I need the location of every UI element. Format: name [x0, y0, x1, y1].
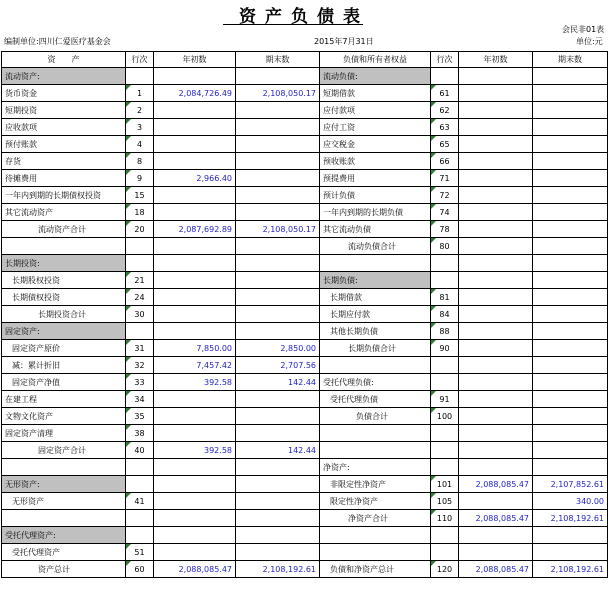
ending-balance	[533, 527, 608, 544]
liability-item: 短期借款	[320, 85, 431, 102]
liability-item	[320, 255, 431, 272]
asset-item: 长期债权投资	[2, 289, 126, 306]
ending-balance	[236, 323, 320, 340]
ending-balance	[533, 391, 608, 408]
ending-balance	[533, 459, 608, 476]
line-number	[431, 527, 459, 544]
liability-item: 长期负债:	[320, 272, 431, 289]
table-row	[2, 374, 608, 391]
line-number: 51	[126, 544, 154, 561]
col-header: 负债和所有者权益	[320, 52, 431, 68]
col-header: 期末数	[236, 52, 320, 68]
beginning-balance	[154, 493, 236, 510]
ending-balance	[236, 272, 320, 289]
table-row	[2, 221, 608, 238]
line-number: 18	[126, 204, 154, 221]
table-row	[2, 255, 608, 272]
ending-balance	[533, 170, 608, 187]
liability-item: 长期应付款	[320, 306, 431, 323]
ending-balance	[236, 136, 320, 153]
asset-item: 一年内到期的长期债权投资	[2, 187, 126, 204]
beginning-balance	[459, 391, 533, 408]
asset-item: 固定资产合计	[2, 442, 126, 459]
table-row	[2, 153, 608, 170]
ending-balance	[533, 425, 608, 442]
table-row	[2, 459, 608, 476]
col-header: 期末数	[533, 52, 608, 68]
table-row	[2, 340, 608, 357]
line-number: 60	[126, 561, 154, 578]
liability-item	[320, 527, 431, 544]
col-header: 年初数	[459, 52, 533, 68]
ending-balance	[236, 510, 320, 527]
beginning-balance	[459, 408, 533, 425]
beginning-balance	[154, 119, 236, 136]
line-number: 40	[126, 442, 154, 459]
line-number: 110	[431, 510, 459, 527]
ending-balance	[236, 153, 320, 170]
line-number: 33	[126, 374, 154, 391]
line-number	[126, 68, 154, 85]
beginning-balance	[459, 289, 533, 306]
beginning-balance	[154, 187, 236, 204]
beginning-balance	[459, 187, 533, 204]
line-number: 2	[126, 102, 154, 119]
beginning-balance: 7,457.42	[154, 357, 236, 374]
ending-balance: 2,108,050.17	[236, 85, 320, 102]
ending-balance	[236, 119, 320, 136]
header-row	[2, 52, 608, 68]
asset-item: 应收款项	[2, 119, 126, 136]
liability-item: 净资产:	[320, 459, 431, 476]
liability-item: 应交税金	[320, 136, 431, 153]
line-number	[431, 68, 459, 85]
ending-balance	[236, 544, 320, 561]
table-row	[2, 527, 608, 544]
line-number: 84	[431, 306, 459, 323]
beginning-balance	[459, 340, 533, 357]
ending-balance	[533, 221, 608, 238]
line-number: 88	[431, 323, 459, 340]
liability-item: 受托代理负债	[320, 391, 431, 408]
liability-item	[320, 357, 431, 374]
liability-item: 应付工资	[320, 119, 431, 136]
line-number: 81	[431, 289, 459, 306]
ending-balance	[533, 187, 608, 204]
beginning-balance	[154, 527, 236, 544]
table-row	[2, 442, 608, 459]
ending-balance	[533, 374, 608, 391]
beginning-balance: 2,088,085.47	[154, 561, 236, 578]
line-number: 35	[126, 408, 154, 425]
asset-item: 预付账款	[2, 136, 126, 153]
beginning-balance	[459, 170, 533, 187]
line-number	[126, 527, 154, 544]
line-number	[431, 272, 459, 289]
asset-item	[2, 238, 126, 255]
table-row	[2, 391, 608, 408]
ending-balance	[533, 306, 608, 323]
ending-balance: 2,108,192.61	[533, 510, 608, 527]
ending-balance	[236, 476, 320, 493]
beginning-balance	[459, 204, 533, 221]
table-row	[2, 544, 608, 561]
report-date: 2015年7月31日	[314, 37, 374, 46]
beginning-balance	[459, 221, 533, 238]
liability-item: 预收账款	[320, 153, 431, 170]
ending-balance	[533, 204, 608, 221]
line-number: 78	[431, 221, 459, 238]
line-number: 120	[431, 561, 459, 578]
asset-item: 短期投资	[2, 102, 126, 119]
beginning-balance	[459, 459, 533, 476]
asset-item: 减：累计折旧	[2, 357, 126, 374]
ending-balance: 2,707.56	[236, 357, 320, 374]
beginning-balance	[459, 272, 533, 289]
beginning-balance: 2,084,726.49	[154, 85, 236, 102]
ending-balance	[533, 357, 608, 374]
asset-item: 存货	[2, 153, 126, 170]
liability-item	[320, 544, 431, 561]
ending-balance	[533, 442, 608, 459]
beginning-balance	[154, 408, 236, 425]
line-number	[431, 425, 459, 442]
beginning-balance	[459, 85, 533, 102]
asset-item: 文物文化资产	[2, 408, 126, 425]
beginning-balance: 7,850.00	[154, 340, 236, 357]
beginning-balance	[459, 544, 533, 561]
line-number: 74	[431, 204, 459, 221]
beginning-balance	[154, 102, 236, 119]
line-number: 8	[126, 153, 154, 170]
beginning-balance	[459, 442, 533, 459]
table-row	[2, 289, 608, 306]
asset-item: 流动资产合计	[2, 221, 126, 238]
asset-item: 待摊费用	[2, 170, 126, 187]
liability-item: 净资产合计	[320, 510, 431, 527]
asset-item: 其它流动资产	[2, 204, 126, 221]
asset-item: 流动资产:	[2, 68, 126, 85]
ending-balance	[533, 323, 608, 340]
asset-item: 长期投资合计	[2, 306, 126, 323]
table-row	[2, 272, 608, 289]
organization: 编制单位:四川仁爱医疗基金会	[4, 37, 111, 46]
table-row	[2, 357, 608, 374]
beginning-balance	[459, 255, 533, 272]
line-number	[431, 357, 459, 374]
table-row	[2, 204, 608, 221]
beginning-balance: 392.58	[154, 374, 236, 391]
asset-item: 固定资产:	[2, 323, 126, 340]
ending-balance	[533, 289, 608, 306]
table-row	[2, 408, 608, 425]
currency-unit: 单位:元	[576, 37, 603, 46]
ending-balance: 2,108,050.17	[236, 221, 320, 238]
liability-item: 负债和净资产总计	[320, 561, 431, 578]
ending-balance	[236, 187, 320, 204]
beginning-balance	[459, 68, 533, 85]
line-number	[431, 442, 459, 459]
beginning-balance	[154, 204, 236, 221]
beginning-balance: 2,966.40	[154, 170, 236, 187]
ending-balance: 340.00	[533, 493, 608, 510]
line-number: 66	[431, 153, 459, 170]
table-row	[2, 306, 608, 323]
line-number: 61	[431, 85, 459, 102]
line-number: 34	[126, 391, 154, 408]
line-number: 71	[431, 170, 459, 187]
table-row	[2, 323, 608, 340]
ending-balance	[533, 544, 608, 561]
table-row	[2, 170, 608, 187]
line-number: 9	[126, 170, 154, 187]
asset-item: 固定资产净值	[2, 374, 126, 391]
table-row	[2, 119, 608, 136]
asset-item: 无形资产	[2, 493, 126, 510]
ending-balance	[236, 459, 320, 476]
beginning-balance	[154, 136, 236, 153]
asset-item: 长期股权投资	[2, 272, 126, 289]
ending-balance	[533, 238, 608, 255]
line-number: 3	[126, 119, 154, 136]
beginning-balance	[459, 136, 533, 153]
beginning-balance	[154, 459, 236, 476]
ending-balance: 2,850.00	[236, 340, 320, 357]
beginning-balance	[459, 357, 533, 374]
beginning-balance	[459, 374, 533, 391]
line-number: 101	[431, 476, 459, 493]
line-number: 63	[431, 119, 459, 136]
ending-balance	[236, 425, 320, 442]
line-number: 62	[431, 102, 459, 119]
liability-item: 限定性净资产	[320, 493, 431, 510]
liability-item: 流动负债合计	[320, 238, 431, 255]
beginning-balance	[154, 544, 236, 561]
liability-item: 长期负债合计	[320, 340, 431, 357]
line-number: 100	[431, 408, 459, 425]
page-title: 资产负债表	[239, 7, 369, 27]
beginning-balance	[459, 238, 533, 255]
line-number	[126, 323, 154, 340]
form-code: 会民非01表	[562, 25, 605, 34]
line-number: 65	[431, 136, 459, 153]
line-number	[126, 510, 154, 527]
beginning-balance: 392.58	[154, 442, 236, 459]
line-number	[431, 459, 459, 476]
line-number: 38	[126, 425, 154, 442]
beginning-balance: 2,088,085.47	[459, 561, 533, 578]
table-row	[2, 493, 608, 510]
balance-sheet-table	[1, 51, 608, 578]
line-number: 105	[431, 493, 459, 510]
col-header: 资 产	[2, 52, 126, 68]
line-number	[126, 238, 154, 255]
line-number: 72	[431, 187, 459, 204]
asset-item: 固定资产原价	[2, 340, 126, 357]
liability-item: 应付款项	[320, 102, 431, 119]
beginning-balance	[459, 119, 533, 136]
ending-balance	[533, 68, 608, 85]
beginning-balance	[154, 510, 236, 527]
ending-balance	[236, 102, 320, 119]
liability-item	[320, 425, 431, 442]
line-number	[431, 255, 459, 272]
table-row	[2, 85, 608, 102]
liability-item: 预计负债	[320, 187, 431, 204]
ending-balance	[236, 391, 320, 408]
ending-balance	[236, 289, 320, 306]
line-number	[126, 459, 154, 476]
line-number: 1	[126, 85, 154, 102]
line-number: 80	[431, 238, 459, 255]
beginning-balance	[154, 289, 236, 306]
beginning-balance: 2,088,085.47	[459, 510, 533, 527]
beginning-balance	[154, 306, 236, 323]
beginning-balance	[459, 323, 533, 340]
beginning-balance	[154, 391, 236, 408]
asset-item: 受托代理资产	[2, 544, 126, 561]
beginning-balance	[154, 323, 236, 340]
beginning-balance	[154, 238, 236, 255]
table-row	[2, 476, 608, 493]
liability-item: 流动负债:	[320, 68, 431, 85]
ending-balance	[533, 136, 608, 153]
title-underline	[223, 24, 363, 25]
beginning-balance	[154, 68, 236, 85]
asset-item: 在建工程	[2, 391, 126, 408]
liability-item: 其它流动负债	[320, 221, 431, 238]
asset-item: 受托代理资产:	[2, 527, 126, 544]
line-number: 21	[126, 272, 154, 289]
col-header: 行次	[126, 52, 154, 68]
col-header: 年初数	[154, 52, 236, 68]
liability-item: 一年内到期的长期负债	[320, 204, 431, 221]
beginning-balance	[154, 425, 236, 442]
ending-balance	[236, 68, 320, 85]
ending-balance	[533, 85, 608, 102]
ending-balance	[236, 204, 320, 221]
line-number: 30	[126, 306, 154, 323]
line-number: 32	[126, 357, 154, 374]
table-row	[2, 187, 608, 204]
ending-balance	[236, 527, 320, 544]
line-number: 20	[126, 221, 154, 238]
liability-item: 其他长期负债	[320, 323, 431, 340]
ending-balance: 2,108,192.61	[236, 561, 320, 578]
beginning-balance	[459, 102, 533, 119]
line-number: 15	[126, 187, 154, 204]
beginning-balance	[459, 527, 533, 544]
ending-balance	[236, 408, 320, 425]
ending-balance	[533, 119, 608, 136]
beginning-balance	[459, 153, 533, 170]
liability-item: 预提费用	[320, 170, 431, 187]
line-number: 91	[431, 391, 459, 408]
beginning-balance	[154, 255, 236, 272]
ending-balance	[533, 408, 608, 425]
ending-balance	[533, 255, 608, 272]
liability-item: 非限定性净资产	[320, 476, 431, 493]
ending-balance	[236, 306, 320, 323]
asset-item: 固定资产清理	[2, 425, 126, 442]
line-number: 24	[126, 289, 154, 306]
liability-item: 负债合计	[320, 408, 431, 425]
ending-balance	[236, 170, 320, 187]
asset-item: 资产总计	[2, 561, 126, 578]
beginning-balance	[154, 153, 236, 170]
ending-balance	[236, 238, 320, 255]
asset-item	[2, 510, 126, 527]
beginning-balance: 2,088,085.47	[459, 476, 533, 493]
beginning-balance	[459, 425, 533, 442]
line-number	[431, 544, 459, 561]
line-number: 90	[431, 340, 459, 357]
liability-item: 受托代理负债:	[320, 374, 431, 391]
beginning-balance	[154, 272, 236, 289]
line-number	[126, 255, 154, 272]
table-row	[2, 68, 608, 85]
asset-item	[2, 459, 126, 476]
table-row	[2, 238, 608, 255]
ending-balance	[533, 102, 608, 119]
ending-balance	[533, 272, 608, 289]
beginning-balance	[154, 476, 236, 493]
ending-balance	[236, 493, 320, 510]
ending-balance	[533, 340, 608, 357]
line-number	[431, 374, 459, 391]
beginning-balance: 2,087,692.89	[154, 221, 236, 238]
beginning-balance	[459, 493, 533, 510]
asset-item: 长期投资:	[2, 255, 126, 272]
ending-balance: 142.44	[236, 442, 320, 459]
liability-item	[320, 442, 431, 459]
table-row	[2, 102, 608, 119]
table-row	[2, 425, 608, 442]
line-number: 31	[126, 340, 154, 357]
table-row	[2, 510, 608, 527]
table-row	[2, 136, 608, 153]
line-number: 4	[126, 136, 154, 153]
liability-item: 长期借款	[320, 289, 431, 306]
asset-item: 货币资金	[2, 85, 126, 102]
ending-balance: 142.44	[236, 374, 320, 391]
ending-balance: 2,108,192.61	[533, 561, 608, 578]
line-number	[126, 476, 154, 493]
col-header: 行次	[431, 52, 459, 68]
beginning-balance	[459, 306, 533, 323]
ending-balance	[236, 255, 320, 272]
asset-item: 无形资产:	[2, 476, 126, 493]
ending-balance	[533, 153, 608, 170]
table-row	[2, 561, 608, 578]
ending-balance: 2,107,852.61	[533, 476, 608, 493]
line-number: 41	[126, 493, 154, 510]
